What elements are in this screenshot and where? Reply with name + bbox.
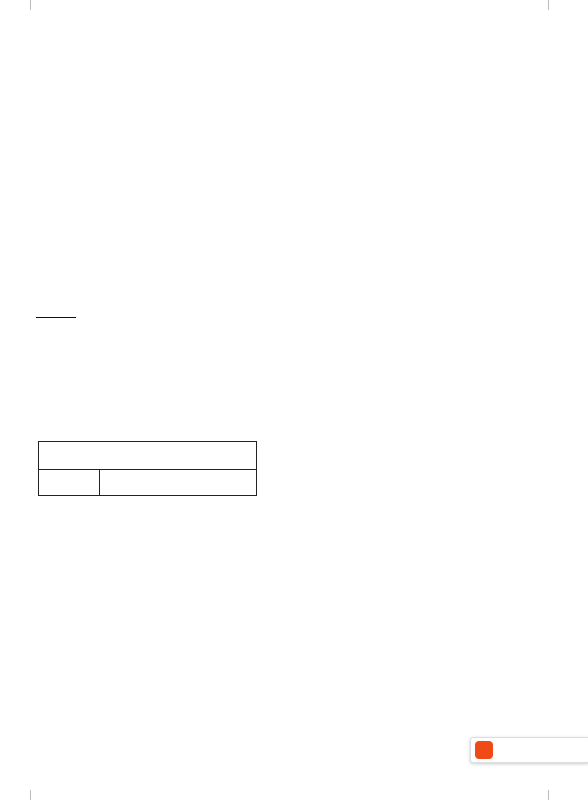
- answer-blank[interactable]: [36, 310, 76, 318]
- crop-mark: [548, 0, 559, 10]
- table-caption: [39, 442, 257, 470]
- stats-table: [38, 441, 257, 496]
- crop-mark: [20, 790, 31, 800]
- q11: [34, 308, 76, 319]
- table-header: [39, 470, 100, 496]
- crop-mark: [548, 790, 559, 800]
- table-header: [100, 470, 257, 496]
- crop-mark: [20, 0, 31, 10]
- ime-toolbar[interactable]: [470, 737, 588, 763]
- sogou-logo-icon[interactable]: [475, 741, 493, 759]
